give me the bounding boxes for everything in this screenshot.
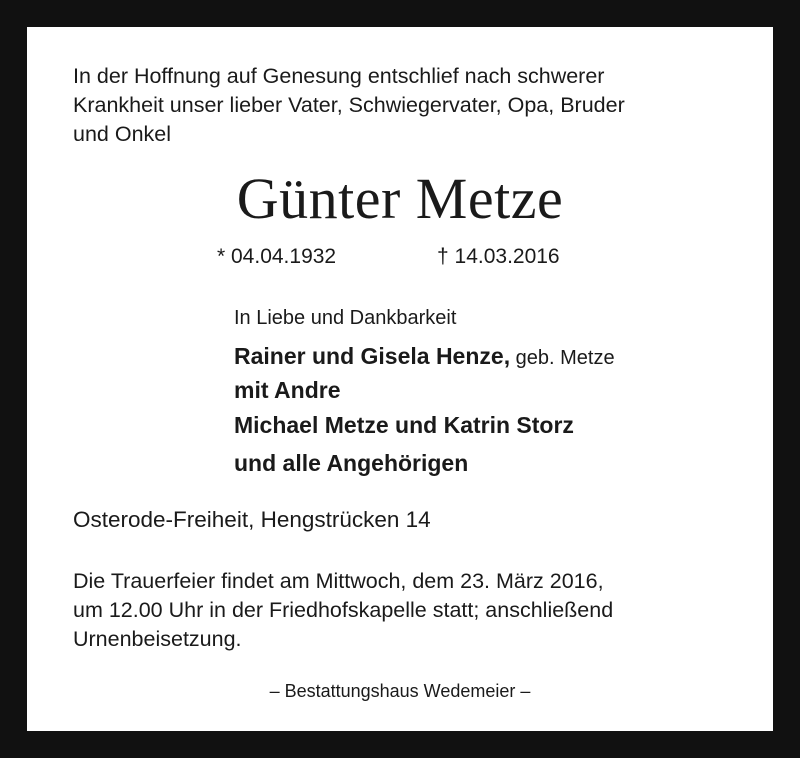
address: Osterode-Freiheit, Hengstrücken 14 [73,507,431,532]
intro-line: und Onkel [73,122,172,146]
mourner-line [234,343,615,370]
intro-text [73,62,733,149]
mourner-line: Michael Metze und Katrin Storz [234,412,574,438]
intro-line: Krankheit unser lieber Vater, Schwiegervater, Opa, Bruder [73,93,625,117]
obituary-notice [27,27,773,731]
undertaker-credit: – Bestattungshaus Wedemeier – [269,681,531,701]
mourner-line: und alle Angehörigen [234,450,469,476]
mourner-line: mit Andre [234,377,341,403]
service-details [73,567,743,654]
mourner-names: Rainer und Gisela Henze, [234,343,511,369]
intro-line: In der Hoffnung auf Genesung entschlief nach schwerer [73,64,605,88]
deceased-name: Günter Metze [236,166,564,231]
birth-date: * 04.04.1932 [217,245,337,268]
death-date: † 14.03.2016 [437,245,560,268]
mourner-suffix: geb. Metze [510,347,615,369]
service-line: Die Trauerfeier findet am Mittwoch, dem 23. März 2016, [73,569,604,593]
service-line: Urnenbeisetzung. [73,627,242,651]
service-line: um 12.00 Uhr in der Friedhofskapelle statt; anschließend [73,598,614,622]
mourners-intro: In Liebe und Dankbarkeit [234,307,457,329]
